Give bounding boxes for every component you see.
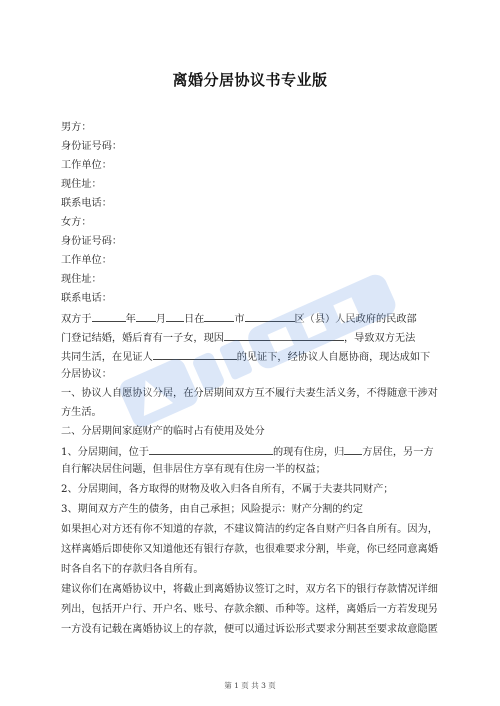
advice-1-line-3: 时各自名下的存款归各自所有。 — [61, 564, 204, 575]
clause-2-item-1-cont: 自行解决居住问题，但非居住方享有现有住房一半的权益； — [61, 464, 326, 475]
intro-text: 市 — [234, 314, 245, 325]
intro-text: 双方于 — [61, 314, 92, 325]
advice-1-line-2: 这样离婚后即使你又知道他还有银行存款，也很难要求分割，毕竟，你已经同意离婚 — [61, 544, 438, 555]
intro-line-3 — [61, 349, 445, 365]
female-phone-label: 联系电话： — [61, 293, 112, 304]
intro-text: 门登记结婚，婚后育有一子女，现因 — [61, 333, 224, 344]
female-id-label: 身份证号码： — [61, 236, 123, 247]
female-party-label: 女方： — [61, 217, 92, 228]
intro-line-4: 分居协议： — [61, 369, 112, 380]
male-address-label: 现住址： — [61, 179, 102, 190]
clause-2-item-3: 3、期间双方产生的债务，由自己承担；风险提示：财产分割的约定 — [61, 504, 363, 515]
advice-2-line-3: 一方没有记载在离婚协议上的存款，便可以通过诉讼形式要求分割甚至要求故意隐匿 — [61, 624, 438, 635]
clause-2-heading: 二、分居期间家庭财产的临时占有使用及处分 — [61, 426, 265, 437]
document-title: 离婚分居协议书专业版 — [172, 71, 328, 89]
intro-text: 共同生活，在见证人 — [61, 352, 153, 363]
city-blank — [204, 311, 234, 322]
intro-text: 日在 — [183, 314, 205, 325]
advice-2-line-2: 列出，包括开户行、开户名、账号、存款余额、币种等。这样，离婚后一方若发现另 — [61, 604, 438, 615]
clause-1-line-1: 一、协议人自愿协议分居，在分居期间双方互不履行夫妻生活义务，不得随意干涉对 — [61, 388, 438, 399]
female-address-label: 现住址： — [61, 274, 102, 285]
day-blank — [166, 311, 184, 322]
occupant-blank — [344, 444, 362, 455]
clause-2-item-1 — [61, 444, 445, 460]
intro-text: 年 — [125, 314, 136, 325]
advice-1-line-1: 如果担心对方还有你不知道的存款，不建议简洁的约定各自财产归各自所有。因为， — [61, 524, 438, 535]
male-party-label: 男方： — [61, 122, 92, 133]
intro-text: ，导致双方无法 — [344, 333, 416, 344]
clause-text: 方居住，另一方 — [362, 447, 434, 458]
clause-2-item-2: 2、分居期间，各方取得的财物及收入归各自所有，不属于夫妻共同财产； — [61, 484, 394, 495]
year-blank — [92, 311, 126, 322]
property-location-blank — [149, 444, 273, 455]
advice-2-line-1: 建议你们在离婚协议中，将截止到离婚协议签订之时，双方名下的银行存款情况详细 — [61, 584, 438, 595]
intro-line-2 — [61, 330, 445, 346]
clause-text: 的现有住房，归 — [272, 447, 345, 458]
male-phone-label: 联系电话： — [61, 198, 112, 209]
male-work-label: 工作单位： — [61, 160, 112, 171]
page-footer: 第 1 页 共 3 页 — [224, 681, 276, 690]
clause-text: 1、分居期间，位于 — [61, 447, 149, 458]
male-id-label: 身份证号码： — [61, 141, 123, 152]
reason-blank — [224, 330, 344, 341]
intro-text: 月 — [155, 314, 166, 325]
month-blank — [136, 311, 156, 322]
clause-1-line-2: 方生活。 — [61, 407, 102, 418]
intro-line-1 — [61, 311, 445, 327]
witness-blank — [153, 349, 237, 360]
district-blank — [245, 311, 295, 322]
female-work-label: 工作单位： — [61, 255, 112, 266]
intro-text: 的见证下，经协议人自愿协商，现达成如下 — [236, 352, 431, 363]
intro-text: 区（县）人民政府的民政部 — [294, 314, 417, 325]
